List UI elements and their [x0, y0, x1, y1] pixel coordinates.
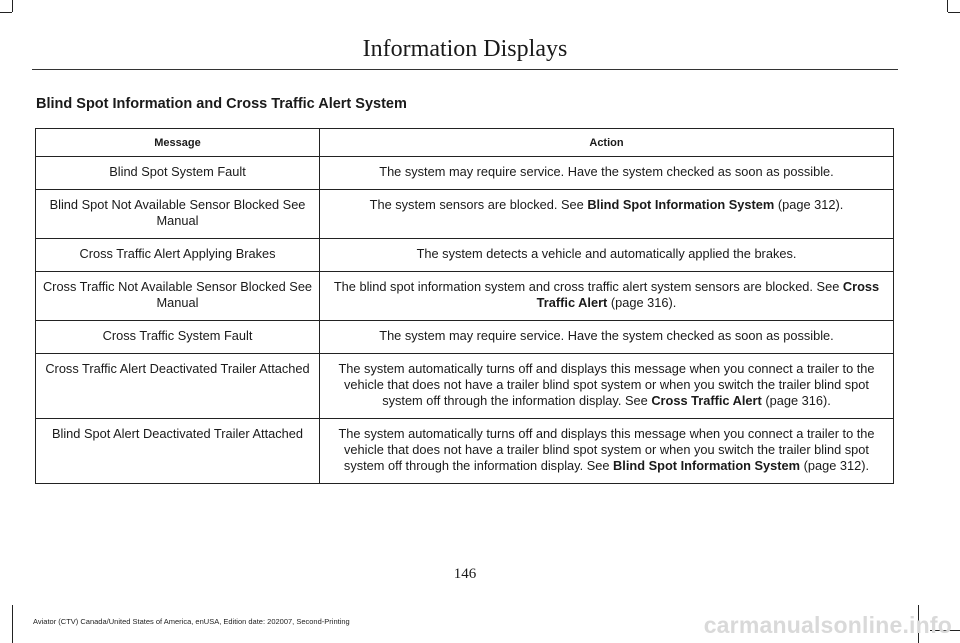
page-reference: (page 316).	[607, 295, 677, 310]
table-row	[36, 419, 894, 484]
table-row	[36, 272, 894, 321]
cross-reference-link[interactable]: Blind Spot Information System	[587, 197, 775, 212]
action-text: The system automatically turns off and displays this message when you connect a trailer to the vehicle that does not have a trailer blind spot system or when you switch the trailer blind spot system off through the information display. See	[338, 426, 875, 473]
action-text: The system detects a vehicle and automatically applied the brakes.	[416, 246, 797, 261]
action-cell	[320, 354, 894, 419]
action-cell	[320, 239, 894, 272]
watermark: carmanualsonline.info	[703, 612, 952, 638]
action-text: The system may require service. Have the system checked as soon as possible.	[379, 164, 834, 179]
page-reference: (page 316).	[761, 393, 831, 408]
cross-reference-link[interactable]: Blind Spot Information System	[613, 458, 801, 473]
crop-mark	[947, 0, 948, 12]
column-header-action: Action	[320, 129, 894, 157]
action-text: The system may require service. Have the system checked as soon as possible.	[379, 328, 834, 343]
page-reference: (page 312).	[800, 458, 870, 473]
section-title: Blind Spot Information and Cross Traffic Alert System	[36, 96, 407, 112]
action-cell	[320, 321, 894, 354]
action-cell	[320, 190, 894, 239]
table-header-row	[36, 129, 894, 157]
column-header-message: Message	[36, 129, 320, 157]
message-cell: Blind Spot Alert Deactivated Trailer Attached	[36, 419, 320, 484]
message-cell: Blind Spot System Fault	[36, 157, 320, 190]
page-header-title: Information Displays	[362, 36, 568, 62]
cross-reference-link[interactable]: Cross Traffic Alert	[536, 279, 880, 310]
table-row	[36, 190, 894, 239]
message-cell: Cross Traffic Alert Applying Brakes	[36, 239, 320, 272]
edition-footer: Aviator (CTV) Canada/United States of America, enUSA, Edition date: 202007, Second-Printing	[33, 617, 350, 626]
action-cell	[320, 157, 894, 190]
crop-mark	[948, 12, 960, 13]
messages-table	[35, 128, 894, 484]
table-row	[36, 354, 894, 419]
action-text: The system automatically turns off and displays this message when you connect a trailer to the vehicle that does not have a trailer blind spot system or when you switch the trailer blind spot system off through the information display. See	[338, 361, 875, 408]
crop-mark	[12, 0, 13, 12]
table-row	[36, 157, 894, 190]
action-cell	[320, 419, 894, 484]
message-cell: Cross Traffic Alert Deactivated Trailer Attached	[36, 354, 320, 419]
cross-reference-link[interactable]: Cross Traffic Alert	[651, 393, 762, 408]
message-cell: Cross Traffic System Fault	[36, 321, 320, 354]
message-cell: Blind Spot Not Available Sensor Blocked See Manual	[36, 190, 320, 239]
action-text: The blind spot information system and cross traffic alert system sensors are blocked. See	[333, 279, 843, 294]
page-reference: (page 312).	[774, 197, 844, 212]
crop-mark	[0, 12, 12, 13]
table-row	[36, 321, 894, 354]
action-text: The system sensors are blocked. See	[369, 197, 588, 212]
action-cell	[320, 272, 894, 321]
header-divider	[32, 69, 898, 70]
page-number: 146	[453, 566, 477, 582]
message-cell: Cross Traffic Not Available Sensor Blocked See Manual	[36, 272, 320, 321]
crop-mark	[12, 605, 13, 643]
table-row	[36, 239, 894, 272]
